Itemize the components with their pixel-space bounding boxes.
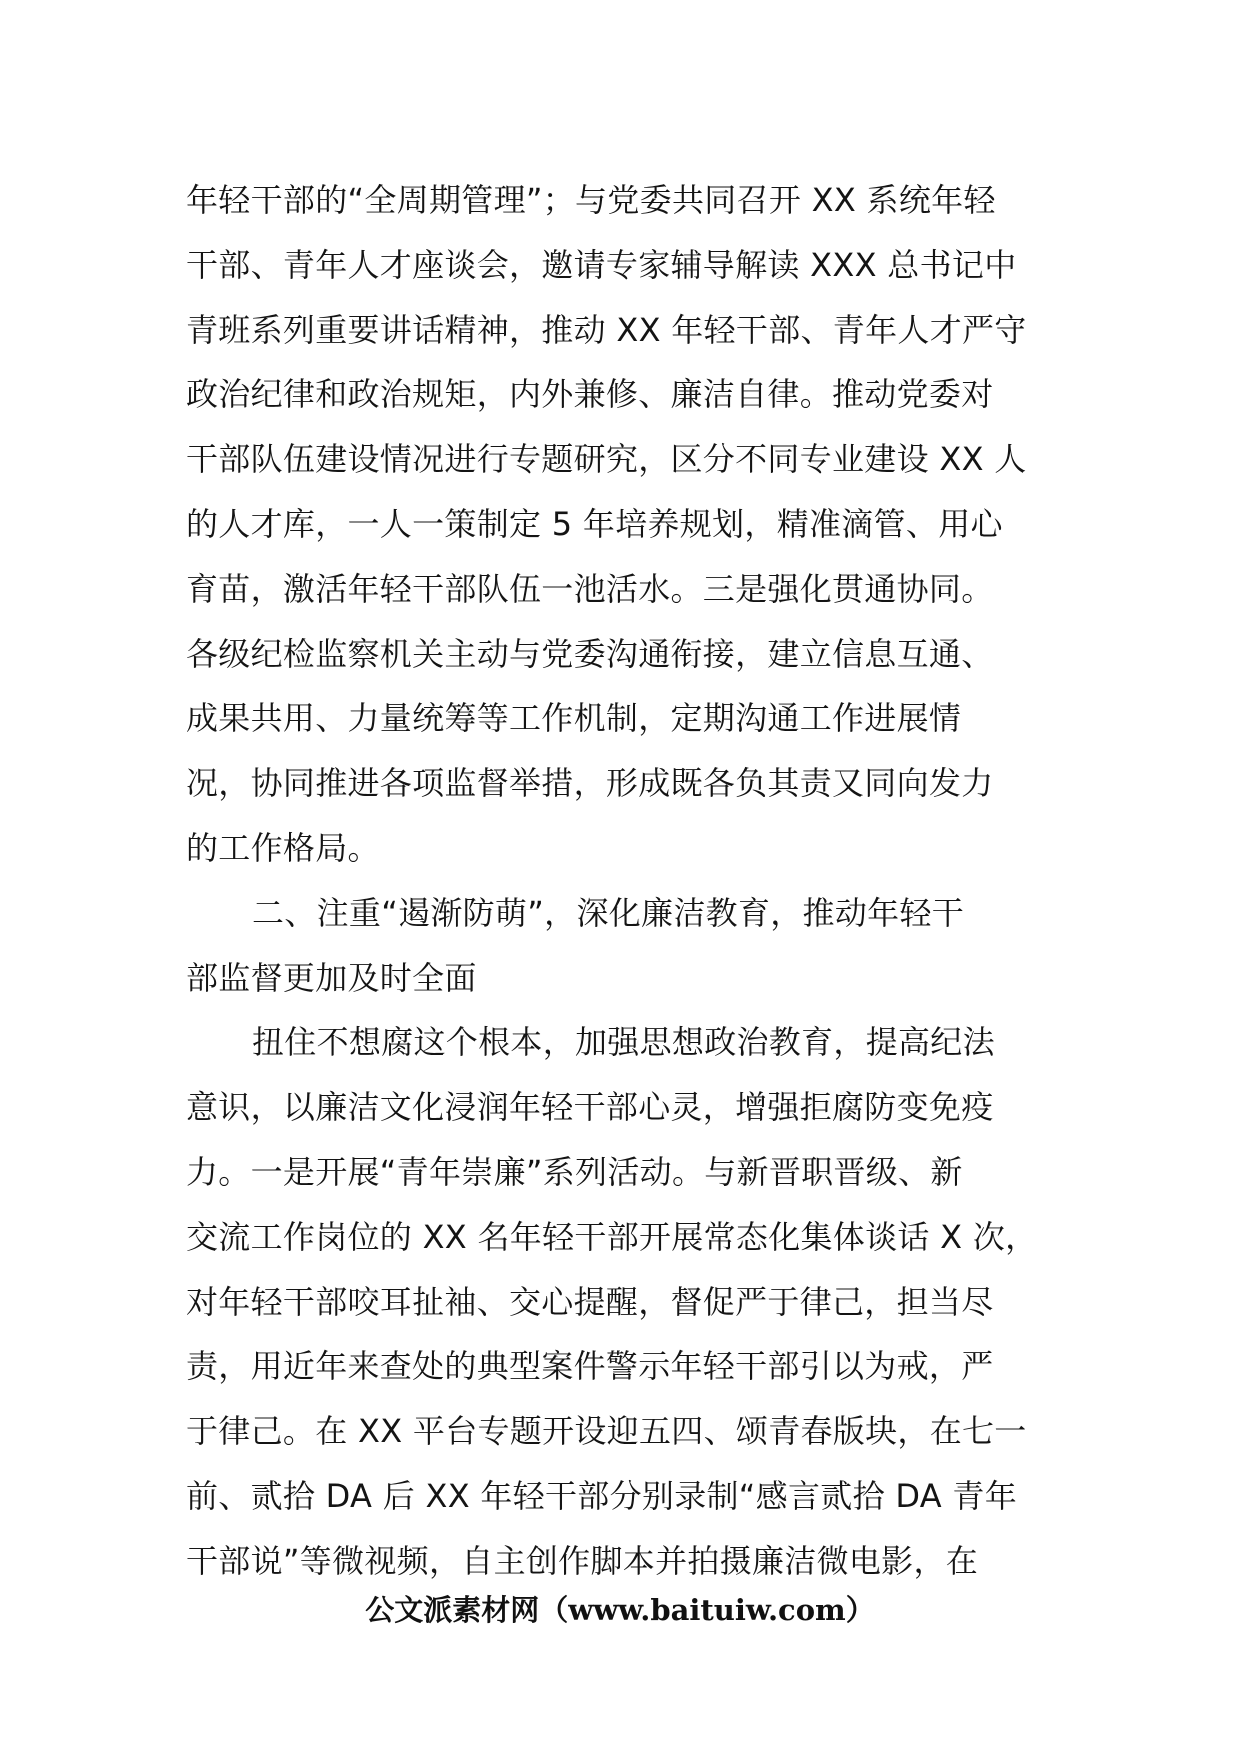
text-line: 意识，以廉洁文化浸润年轻干部心灵，增强拒腐防变免疫 (186, 1088, 994, 1127)
text-line: 前、贰拾 DA 后 XX 年轻干部分别录制“感言贰拾 DA 青年 (186, 1476, 1017, 1515)
text-line: 况，协同推进各项监督举措，形成既各负其责又同向发力 (186, 764, 994, 803)
text-line: 扭住不想腐这个根本，加强思想政治教育，提高纪法 (252, 1023, 995, 1062)
document-body (186, 168, 1058, 1594)
text-line: 成果共用、力量统筹等工作机制，定期沟通工作进展情 (186, 699, 962, 738)
text-line: 育苗，激活年轻干部队伍一池活水。三是强化贯通协同。 (186, 569, 994, 608)
text-line: 责，用近年来查处的典型案件警示年轻干部引以为戒，严 (186, 1347, 994, 1386)
text-line: 对年轻干部咬耳扯袖、交心提醒，督促严于律己，担当尽 (186, 1282, 994, 1321)
text-line: 干部、青年人才座谈会，邀请专家辅导解读 XXX 总书记中 (186, 245, 1017, 284)
text-line: 青班系列重要讲话精神，推动 XX 年轻干部、青年人才严守 (186, 310, 1027, 349)
text-line: 于律己。在 XX 平台专题开设迎五四、颂青春版块，在七一 (186, 1412, 1027, 1451)
text-line: 干部说”等微视频，自主创作脚本并拍摄廉洁微电影，在 (186, 1541, 979, 1580)
text-line: 力。一是开展“青年崇廉”系列活动。与新晋职晋级、新 (186, 1152, 963, 1191)
section-heading-line: 部监督更加及时全面 (186, 958, 477, 997)
text-line: 交流工作岗位的 XX 名年轻干部开展常态化集体谈话 X 次， (186, 1217, 1038, 1256)
section-heading-line: 二、注重“遏渐防萌”，深化廉洁教育，推动年轻干 (252, 893, 965, 932)
footer-watermark: 公文派素材网（www.baituiw.com） (365, 1593, 875, 1627)
text-line: 的工作格局。 (186, 828, 380, 867)
text-line: 各级纪检监察机关主动与党委沟通衔接，建立信息互通、 (186, 634, 994, 673)
text-line: 政治纪律和政治规矩，内外兼修、廉洁自律。推动党委对 (186, 375, 994, 414)
text-line: 年轻干部的“全周期管理”；与党委共同召开 XX 系统年轻 (186, 181, 996, 219)
text-line: 干部队伍建设情况进行专题研究，区分不同专业建设 XX 人 (186, 440, 1027, 479)
text-line: 的人才库，一人一策制定 5 年培养规划，精准滴管、用心 (186, 504, 1003, 543)
